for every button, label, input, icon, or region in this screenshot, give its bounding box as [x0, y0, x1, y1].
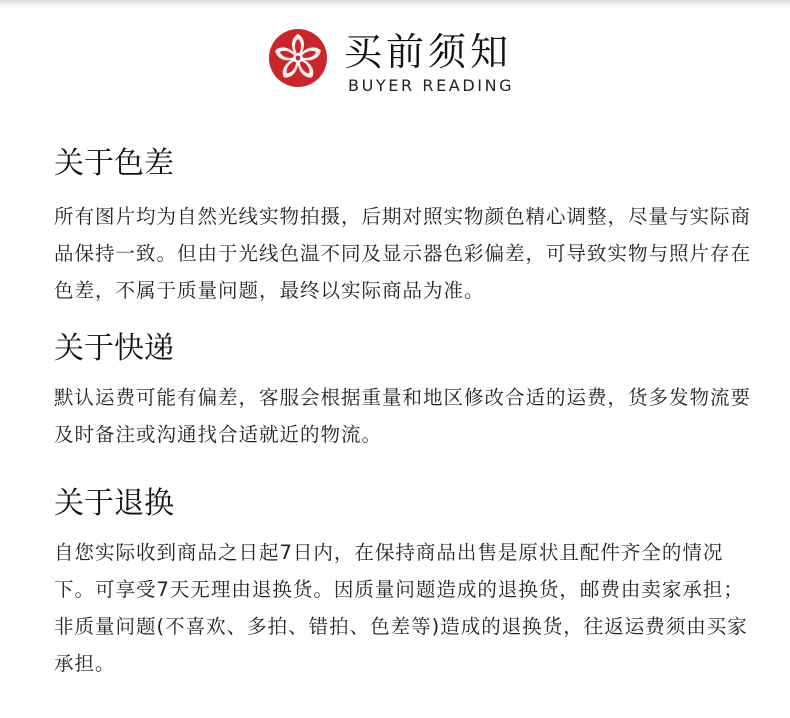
section-color-difference [54, 146, 754, 309]
header-title: 买前须知 [344, 30, 513, 74]
red-flower-emblem-icon [268, 28, 328, 88]
header-subtitle: BUYER READING [348, 76, 515, 95]
top-shadow-divider [0, 0, 790, 10]
section-title: 关于色差 [54, 146, 174, 181]
section-body: 自您实际收到商品之日起7日内，在保持商品出售是原状且配件齐全的情况下。可享受7天无理由退换货。因质量问题造成的退换货，邮费由卖家承担；非质量问题(不喜欢、多拍、错拍、色差等)造成的退换货，往返运费须由买家承担。 [54, 541, 748, 675]
section-title: 关于快递 [54, 331, 174, 366]
section-title: 关于退换 [54, 486, 174, 521]
section-body: 所有图片均为自然光线实物拍摄，后期对照实物颜色精心调整，尽量与实际商品保持一致。但由于光线色温不同及显示器色彩偏差，可导致实物与照片存在色差，不属于质量问题，最终以实际商品为准。 [54, 205, 752, 302]
section-express-delivery [54, 331, 754, 453]
page-header [268, 28, 528, 98]
section-returns [54, 486, 754, 682]
section-body: 默认运费可能有偏差，客服会根据重量和地区修改合适的运费，货多发物流要及时备注或沟通找合适就近的物流。 [54, 386, 752, 446]
